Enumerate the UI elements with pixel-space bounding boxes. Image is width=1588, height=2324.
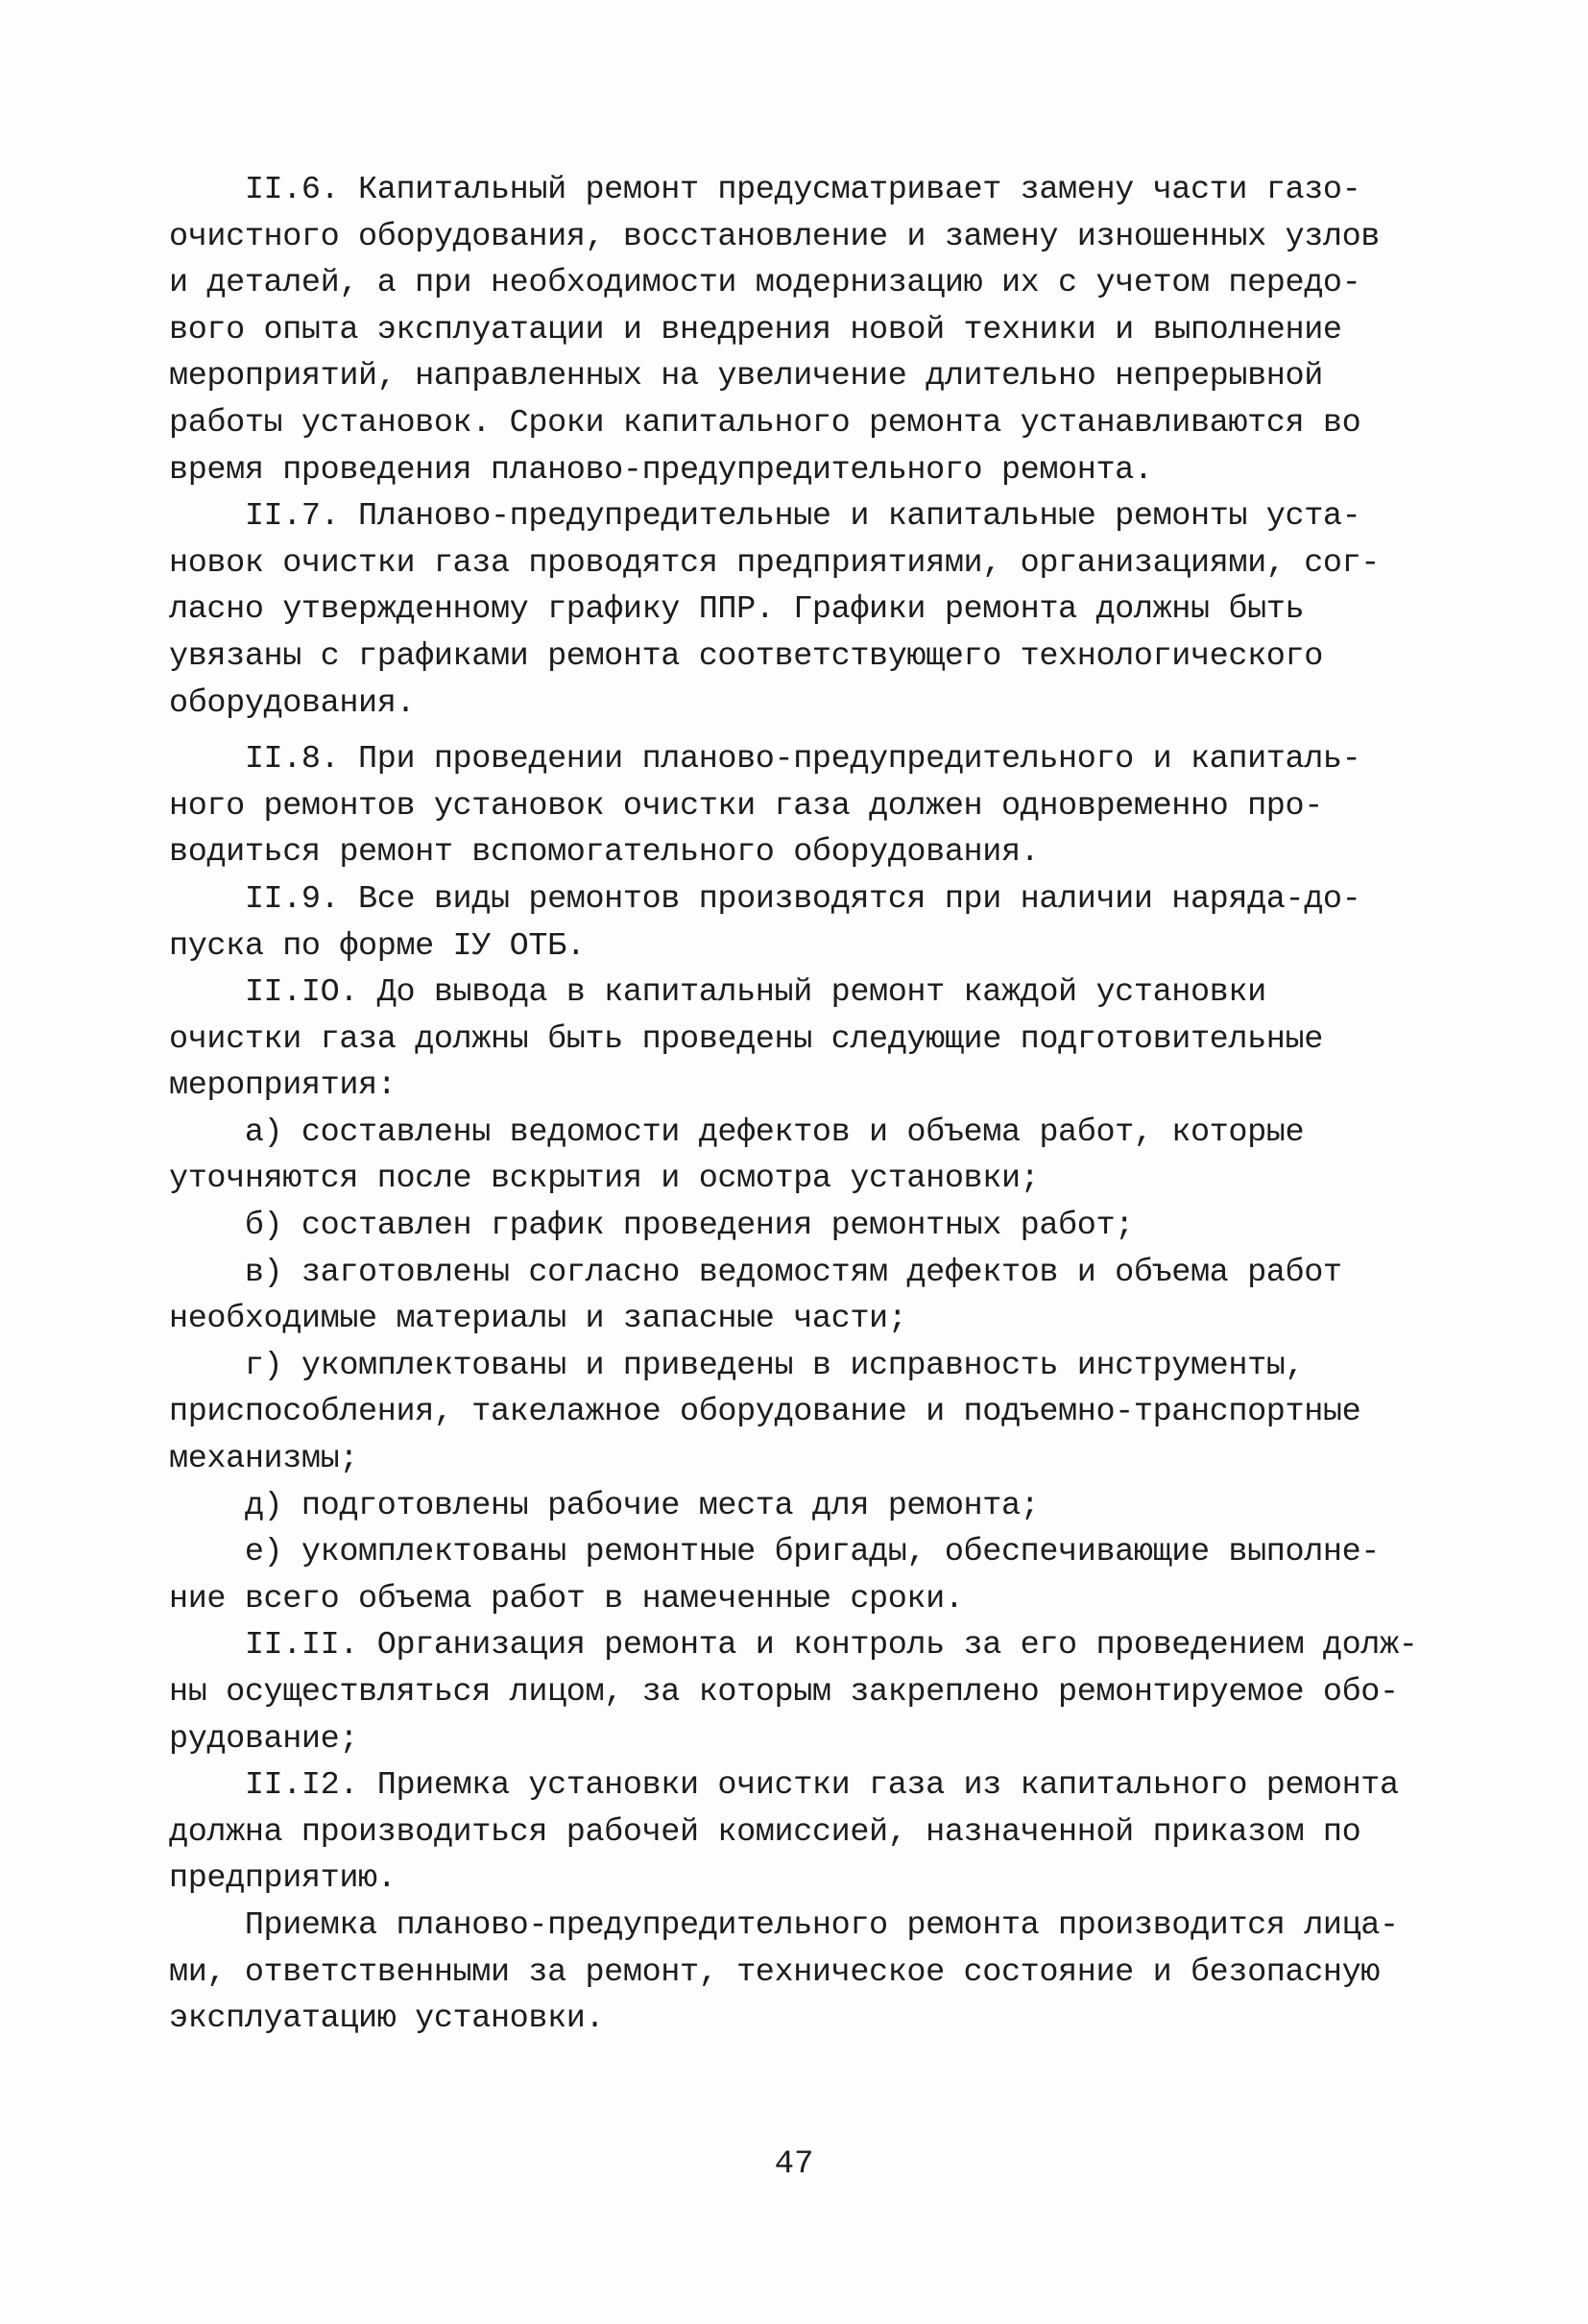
text-line: II.I2. Приемка установки очистки газа из капитального ремонта	[169, 1767, 1399, 1805]
text-line: ласно утвержденному графику ППР. Графики ремонта должны быть	[169, 591, 1305, 629]
text-line: должна производиться рабочей комиссией, назначенной приказом по	[169, 1813, 1361, 1851]
body-text	[169, 167, 1417, 2043]
page-number: 47	[774, 2146, 814, 2183]
text-line: увязаны с графиками ремонта соответствующего технологического	[169, 637, 1323, 675]
text-line: мероприятия:	[169, 1067, 397, 1105]
text-line: д) подготовлены рабочие места для ремонта;	[169, 1487, 1040, 1524]
text-line: е) укомплектованы ремонтные бригады, обеспечивающие выполне-	[169, 1534, 1381, 1571]
text-line: работы установок. Сроки капитального ремонта устанавливаются во	[169, 404, 1361, 442]
text-line: механизмы;	[169, 1441, 359, 1478]
text-line: ны осуществляться лицом, за которым закреплено ремонтируемое обо-	[169, 1674, 1399, 1711]
text-line: водиться ремонт вспомогательного оборудования.	[169, 834, 1040, 872]
text-line: II.6. Капитальный ремонт предусматривает замену части газо-	[169, 172, 1361, 208]
paragraph-gap	[169, 727, 1417, 736]
text-line: приспособления, такелажное оборудование и подъемно-транспортные	[169, 1394, 1361, 1431]
text-line: II.9. Все виды ремонтов производятся при наличии наряда-до-	[169, 880, 1361, 918]
text-line: пуска по форме IУ ОТБ.	[169, 927, 586, 965]
text-line: и деталей, а при необходимости модернизацию их с учетом передо-	[169, 265, 1361, 302]
text-line: II.8. При проведении планово-предупредительного и капиталь-	[169, 741, 1361, 779]
text-line: уточняются после вскрытия и осмотра установки;	[169, 1161, 1040, 1198]
text-line: II.IO. До вывода в капитальный ремонт каждой установки	[169, 974, 1266, 1012]
text-line: предприятию.	[169, 1860, 397, 1898]
text-line: II.7. Планово-предупредительные и капитальные ремонты уста-	[169, 498, 1361, 536]
text-line: в) заготовлены согласно ведомостям дефектов и объема работ	[169, 1254, 1342, 1291]
text-line: ми, ответственными за ремонт, техническое состояние и безопасную	[169, 1953, 1381, 1991]
text-line: ного ремонтов установок очистки газа должен одновременно про-	[169, 787, 1323, 825]
text-line: оборудования.	[169, 684, 416, 722]
text-line: г) укомплектованы и приведены в исправность инструменты,	[169, 1347, 1305, 1384]
text-line: рудование;	[169, 1720, 359, 1758]
text-line: вого опыта эксплуатации и внедрения новой техники и выполнение	[169, 311, 1342, 348]
text-line: время проведения планово-предупредительного ремонта.	[169, 451, 1153, 489]
text-line: новок очистки газа проводятся предприятиями, организациями, сог-	[169, 544, 1381, 582]
text-line: очистки газа должны быть проведены следующие подготовительные	[169, 1020, 1323, 1058]
text-line: мероприятий, направленных на увеличение длительно непрерывной	[169, 358, 1323, 395]
text-line: очистного оборудования, восстановление и замену изношенных узлов	[169, 218, 1381, 255]
text-line: необходимые материалы и запасные части;	[169, 1301, 907, 1338]
text-line: б) составлен график проведения ремонтных работ;	[169, 1208, 1134, 1245]
text-line: эксплуатацию установки.	[169, 2001, 605, 2038]
text-line: II.II. Организация ремонта и контроль за его проведением долж-	[169, 1627, 1418, 1665]
text-line: ние всего объема работ в намеченные сроки.	[169, 1580, 964, 1617]
text-line: Приемка планово-предупредительного ремонта производится лица-	[169, 1906, 1399, 1944]
text-line: а) составлены ведомости дефектов и объема работ, которые	[169, 1114, 1305, 1151]
